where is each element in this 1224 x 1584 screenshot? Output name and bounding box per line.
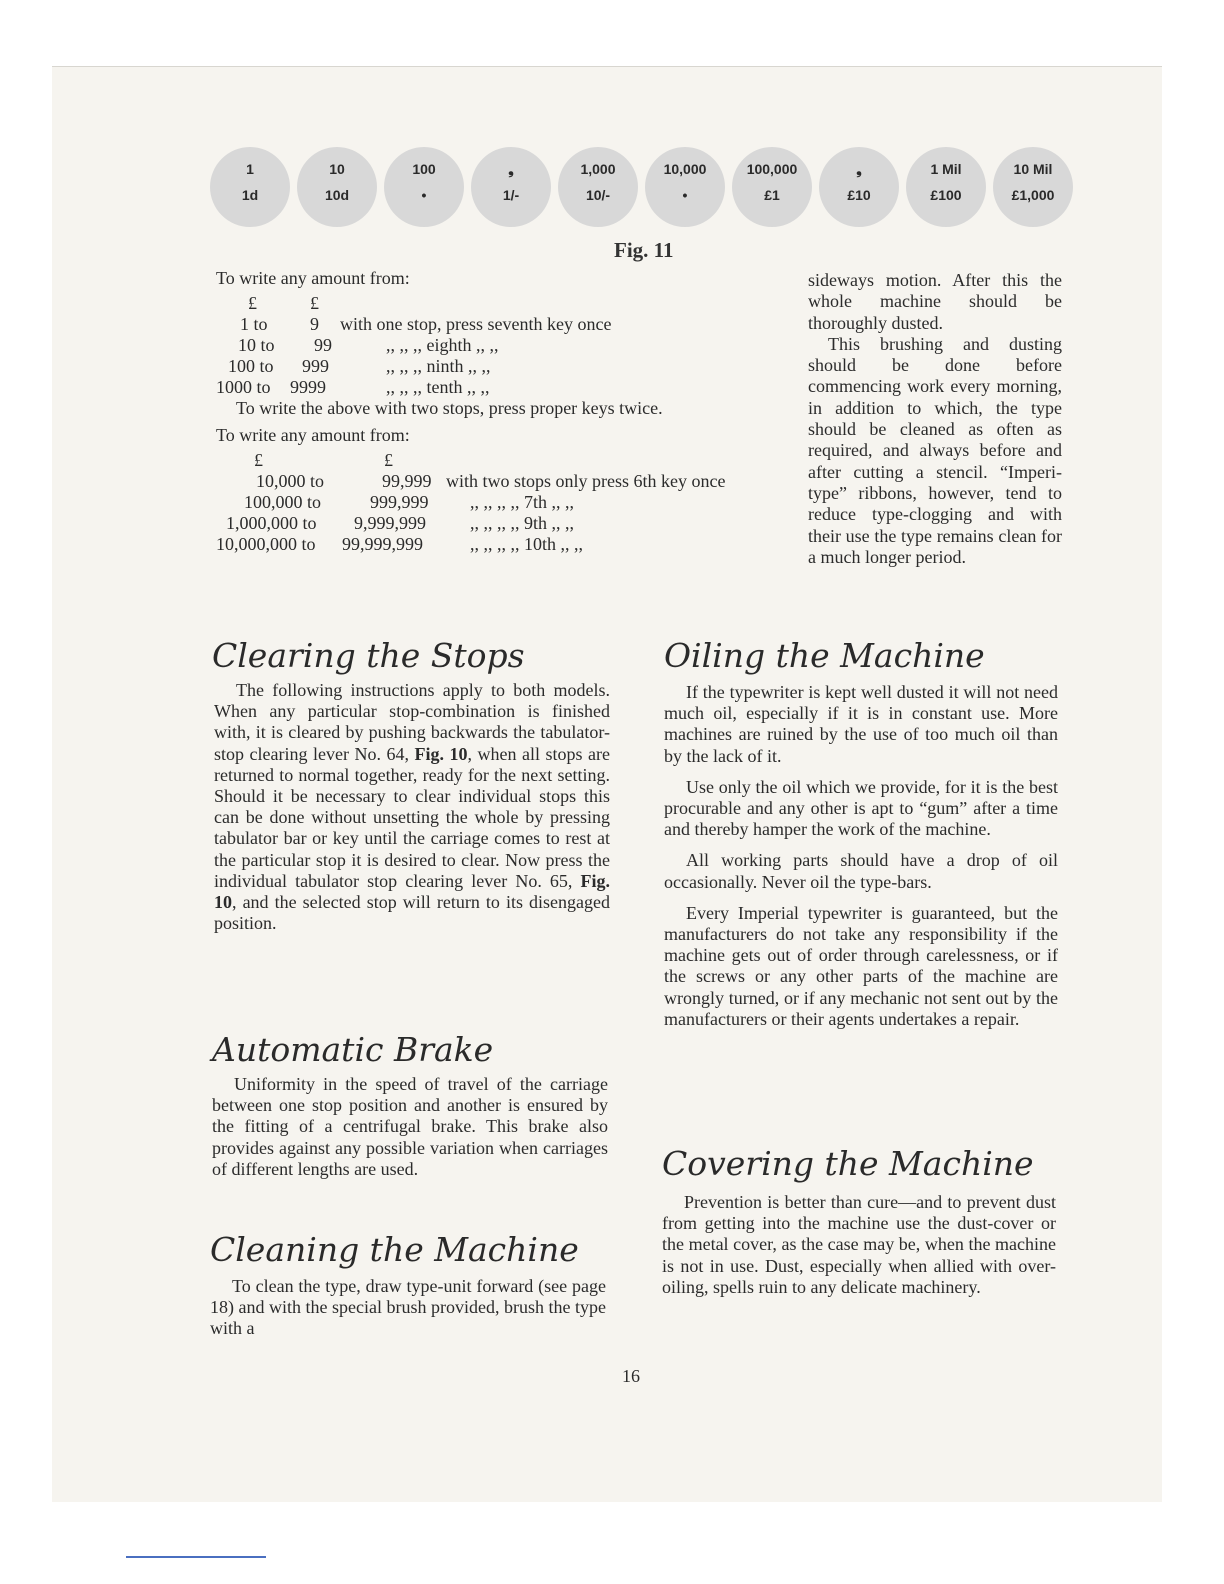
- page-edge: [52, 66, 1162, 67]
- currency-symbol: £: [254, 450, 263, 470]
- figure-reference: Fig. 10: [214, 870, 611, 913]
- row-to: 9999: [290, 377, 326, 397]
- figure-caption: Fig. 11: [614, 238, 674, 262]
- key-3: [384, 147, 464, 227]
- right-top-text: [808, 270, 1062, 568]
- oiling-text: [664, 682, 1058, 1030]
- key-bottom-label: •: [682, 187, 688, 203]
- row-rest: ,, ,, ,, tenth ,, ,,: [386, 377, 490, 397]
- covering-text: [662, 1192, 1056, 1298]
- currency-symbol: £: [310, 293, 319, 313]
- key-bottom-label: £100: [930, 187, 962, 203]
- row-from: 10 to: [238, 335, 275, 355]
- row-from: 10,000,000 to: [216, 534, 316, 554]
- key-top-label: 1,000: [580, 161, 616, 177]
- row-to: 99,999,999: [342, 534, 423, 554]
- automatic-brake-text: [212, 1074, 608, 1180]
- row-to: 9,999,999: [354, 513, 426, 533]
- row-from: 1000 to: [216, 377, 271, 397]
- table-row: [216, 335, 796, 356]
- paragraph: Use only the oil which we provide, for it is the best procurable and any other is apt to “gum” after a time and thereby hamper the work of the machine.: [664, 776, 1058, 840]
- row-to: 99,999: [382, 471, 432, 491]
- row-to: 999: [302, 356, 329, 376]
- table1-note: [216, 398, 796, 419]
- row-from: 10,000 to: [256, 471, 325, 491]
- paragraph: All working parts should have a drop of oil occasionally. Never oil the type-bars.: [664, 850, 1058, 892]
- clearing-stops-text: [214, 680, 610, 934]
- text-part: The following instructions apply to both models. When any particular stop-combination is finished with, it is cleared by pushing backwards the tabulator-stop clearing lever No. 64,: [214, 680, 610, 764]
- table-intro-text: To write any amount from:: [216, 268, 410, 288]
- page-number: 16: [622, 1366, 640, 1386]
- key-top-label: 10 Mil: [1013, 161, 1053, 177]
- table-row: [216, 471, 796, 492]
- key-bottom-label: 1d: [241, 187, 259, 203]
- key-bottom-label: £10: [847, 187, 871, 203]
- paragraph: To clean the type, draw type-unit forward (see page 18) and with the special brush provided, brush the type with a: [210, 1276, 606, 1339]
- currency-symbol: £: [248, 293, 257, 313]
- key-top-label: 10: [329, 161, 345, 177]
- heading-automatic-brake: Automatic Brake: [212, 1030, 494, 1069]
- heading-oiling-machine: Oiling the Machine: [664, 636, 985, 675]
- table-row: [216, 492, 796, 513]
- text-part: , when all stops are returned to normal together, ready for the next setting. Should it be necessary to clear individual stops this can be done without unsetting the whole by pressing tabulator bar or key until the carriage comes to rest at the particular stop it is desired to clear. Now press the individual tabulator stop clearing lever No. 65,: [214, 743, 611, 891]
- key-8: [819, 147, 899, 227]
- key-9: [906, 147, 986, 227]
- table-row: [216, 314, 796, 335]
- currency-symbol: £: [384, 450, 393, 470]
- key-2: [297, 147, 377, 227]
- row-rest: ,, ,, ,, ninth ,, ,,: [386, 356, 491, 376]
- row-rest: ,, ,, ,, ,, 9th ,, ,,: [470, 513, 575, 533]
- paragraph: sideways motion. After this the whole machine should be thoroughly dusted.: [808, 270, 1062, 333]
- key-bottom-label: 10/-: [585, 187, 611, 203]
- row-to: 999,999: [370, 492, 429, 512]
- row-rest: ,, ,, ,, eighth ,, ,,: [386, 335, 499, 355]
- table-row: [216, 513, 796, 534]
- key-top-label: 10,000: [663, 161, 707, 177]
- paragraph: This brushing and dusting should be done before commencing work every morning, in addition to which, the type should be cleaned as often as required, and always before and after cutting a stencil. “Imperi-type” ribbons, however, tend to reduce type-clogging and with their use the type remains clean for a much longer period.: [808, 333, 1062, 567]
- key-bottom-label: £1,000: [1011, 187, 1055, 203]
- key-bottom-label: 1/-: [502, 187, 520, 203]
- key-top-label: 1 Mil: [930, 161, 962, 177]
- key-4: [471, 147, 551, 227]
- key-bottom-label: £1: [764, 187, 780, 203]
- row-rest: with one stop, press seventh key once: [340, 314, 612, 334]
- key-7: [732, 147, 812, 227]
- row-from: 1 to: [240, 314, 268, 334]
- table-note-text: To write the above with two stops, press proper keys twice.: [236, 398, 663, 418]
- key-5: [558, 147, 638, 227]
- key-top-label: 100,000: [746, 161, 798, 177]
- key-1: [210, 147, 290, 227]
- table-intro-text: To write any amount from:: [216, 425, 410, 445]
- row-to: 9: [310, 314, 319, 334]
- row-rest: ,, ,, ,, ,, 10th ,, ,,: [470, 534, 584, 554]
- paragraph: Every Imperial typewriter is guaranteed, but the manufacturers do not take any responsibility if the machine gets out of order through carelessness, or if the screws or any other parts of the machine are wrongly turned, or if any mechanic not sent out by the manufacturers or their agents undertakes a repair.: [664, 902, 1058, 1029]
- table1-currency-row: [216, 293, 796, 314]
- key-top-label: 1: [246, 161, 254, 177]
- paragraph: Uniformity in the speed of travel of the carriage between one stop position and another is ensured by the fitting of a centrifugal brake. This brake also provides against any possible variation when carriages of different lengths are used.: [212, 1074, 608, 1179]
- table2-intro: [216, 425, 796, 446]
- key-top-label: ❟: [508, 161, 514, 177]
- blue-rule: [126, 1556, 266, 1558]
- paragraph: Prevention is better than cure—and to prevent dust from getting into the machine use the dust-cover or the metal cover, as the case may be, when the machine is not in use. Dust, especially when allied with over-oiling, spells ruin to any delicate machinery.: [662, 1192, 1056, 1297]
- paragraph: If the typewriter is kept well dusted it will not need much oil, especially if it is in constant use. More machines are ruined by the use of too much oil than by the lack of it.: [664, 682, 1058, 766]
- figure-reference: Fig. 10: [414, 743, 468, 764]
- row-from: 1,000,000 to: [226, 513, 317, 533]
- table-row: [216, 356, 796, 377]
- key-bottom-label: 10d: [324, 187, 350, 203]
- table1-intro: [216, 268, 796, 289]
- heading-covering-machine: Covering the Machine: [662, 1144, 1034, 1183]
- table-row: [216, 534, 796, 555]
- heading-clearing-stops: Clearing the Stops: [212, 636, 525, 675]
- text-part: , and the selected stop will return to its disengaged position.: [214, 892, 610, 934]
- key-6: [645, 147, 725, 227]
- key-bottom-label: •: [421, 187, 427, 203]
- key-top-label: ❟: [856, 161, 862, 177]
- cleaning-text: [210, 1276, 606, 1340]
- key-diagram: [210, 147, 1070, 229]
- row-rest: with two stops only press 6th key once: [446, 471, 726, 491]
- key-top-label: 100: [412, 161, 436, 177]
- row-to: 99: [314, 335, 332, 355]
- paragraph: [214, 680, 610, 934]
- row-from: 100 to: [228, 356, 274, 376]
- table2-currency-row: [216, 450, 796, 471]
- heading-cleaning-machine: Cleaning the Machine: [210, 1230, 579, 1269]
- row-rest: ,, ,, ,, ,, 7th ,, ,,: [470, 492, 575, 512]
- table-row: [216, 377, 796, 398]
- row-from: 100,000 to: [244, 492, 322, 512]
- key-10: [993, 147, 1073, 227]
- amount-tables: [216, 268, 796, 555]
